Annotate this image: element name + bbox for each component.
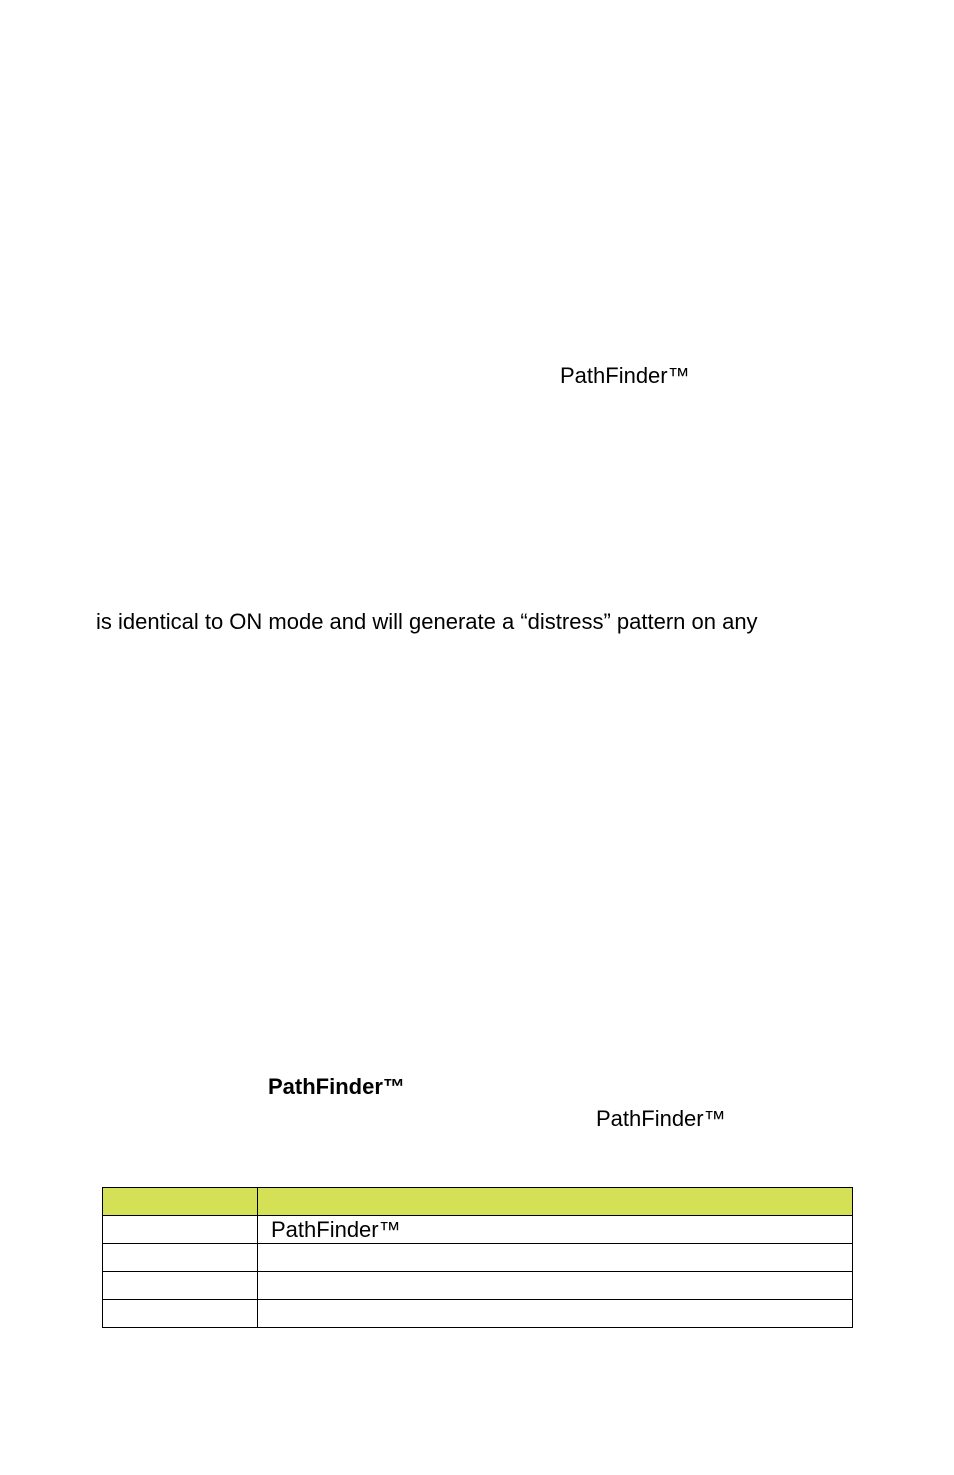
table-cell [103, 1272, 258, 1300]
table-cell [258, 1300, 853, 1328]
table-row [103, 1272, 853, 1300]
text-fragment-pathfinder-bold: PathFinder™ [268, 1074, 405, 1099]
table-header-row [103, 1188, 853, 1216]
table-cell: PathFinder™ [258, 1216, 853, 1244]
text-line-distress-mode: is identical to ON mode and will generate a “distress” pattern on any [96, 609, 758, 634]
table-cell [258, 1272, 853, 1300]
table-header-cell [103, 1188, 258, 1216]
text-fragment-pathfinder-second: PathFinder™ [596, 1106, 726, 1131]
table-row [103, 1300, 853, 1328]
table-header-cell [258, 1188, 853, 1216]
text-fragment-pathfinder: PathFinder™ [560, 363, 690, 388]
table-cell [103, 1216, 258, 1244]
spec-table [102, 1187, 853, 1328]
table-cell [103, 1244, 258, 1272]
table-row [103, 1244, 853, 1272]
table-cell [103, 1300, 258, 1328]
table-row [103, 1216, 853, 1244]
table-cell [258, 1244, 853, 1272]
